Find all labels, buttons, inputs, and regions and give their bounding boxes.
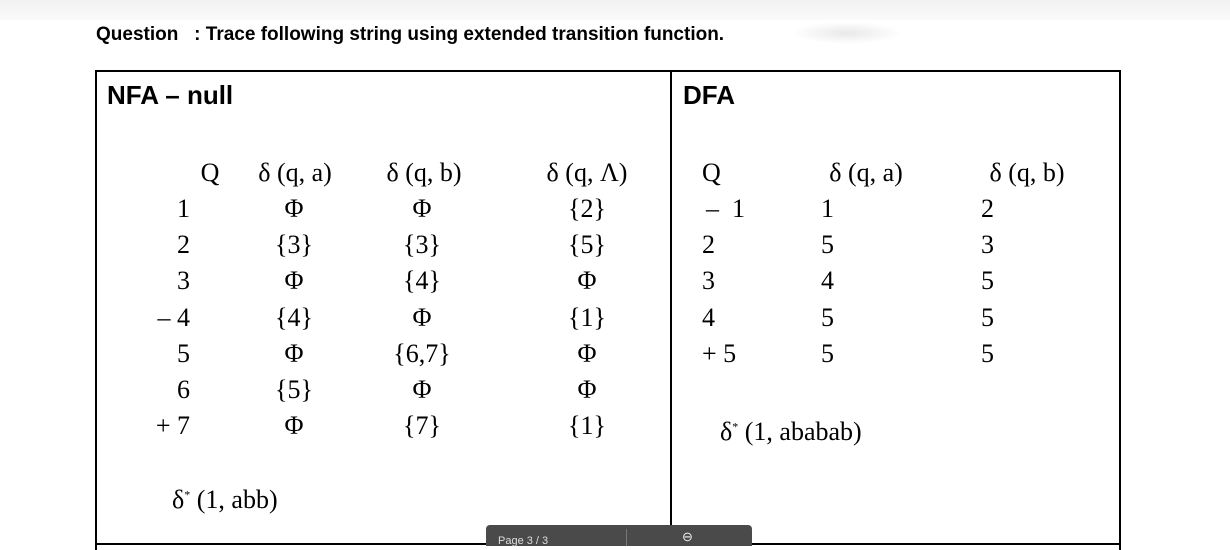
nfa-state: 5 xyxy=(177,339,190,368)
dfa-header-a: δ (q, a) xyxy=(829,158,903,187)
zoom-icon[interactable]: ⊖ xyxy=(682,529,693,544)
delta-symbol: δ xyxy=(172,485,185,514)
dfa-trace-expression xyxy=(720,417,862,447)
dfa-state: + 5 xyxy=(702,339,737,368)
dfa-cell: 5 xyxy=(821,339,834,368)
nfa-cell: Φ xyxy=(412,375,432,404)
dfa-cell: 3 xyxy=(981,230,994,259)
nfa-header-a: δ (q, a) xyxy=(258,158,332,187)
dfa-header-b: δ (q, b) xyxy=(989,158,1065,187)
dfa-state: – 1 xyxy=(706,194,745,223)
table-frame xyxy=(95,70,1121,550)
nfa-state: 3 xyxy=(177,266,190,295)
nfa-cell: Φ xyxy=(412,194,432,223)
nfa-state: + 7 xyxy=(155,411,190,440)
nfa-trace-expression xyxy=(172,485,278,515)
nfa-cell: Φ xyxy=(577,266,597,295)
nfa-header-lambda: δ (q, Λ) xyxy=(546,158,628,187)
nfa-cell: {5} xyxy=(568,230,606,259)
dfa-cell: 5 xyxy=(981,266,994,295)
nfa-state: 1 xyxy=(177,194,190,223)
nfa-cell: Φ xyxy=(284,411,304,440)
nfa-cell: {2} xyxy=(568,194,606,223)
dfa-state: 2 xyxy=(702,230,715,259)
nfa-state: – 4 xyxy=(157,303,190,332)
dfa-cell: 5 xyxy=(821,230,834,259)
nfa-header-b: δ (q, b) xyxy=(386,158,462,187)
nfa-cell: {6,7} xyxy=(393,339,451,368)
dfa-cell: 2 xyxy=(981,194,994,223)
scan-smudge xyxy=(792,22,902,44)
dfa-title: DFA xyxy=(683,80,735,110)
nfa-cell: {1} xyxy=(568,411,606,440)
nfa-cell: {4} xyxy=(403,266,441,295)
trace-arguments: (1, abb) xyxy=(190,485,278,514)
star-superscript: * xyxy=(184,487,191,502)
nfa-cell: {7} xyxy=(403,411,441,440)
star-superscript: * xyxy=(732,419,739,434)
dfa-state: 3 xyxy=(702,266,715,295)
viewer-top-bar xyxy=(0,0,1230,20)
question-text: Question : Trace following string using extended transition function. xyxy=(96,24,725,45)
delta-symbol: δ xyxy=(720,417,733,446)
nfa-cell: Φ xyxy=(577,375,597,404)
nfa-cell: Φ xyxy=(284,339,304,368)
trace-arguments: (1, ababab) xyxy=(738,417,862,446)
nfa-state: 6 xyxy=(177,375,190,404)
dfa-cell: 4 xyxy=(821,266,834,295)
nfa-cell: {1} xyxy=(568,303,606,332)
dfa-header-q: Q xyxy=(702,158,721,187)
nfa-cell: Φ xyxy=(284,266,304,295)
nfa-cell: Φ xyxy=(577,339,597,368)
nfa-cell: {4} xyxy=(275,303,313,332)
nfa-cell: Φ xyxy=(412,303,432,332)
page-indicator-label: Page 3 / 3 xyxy=(498,535,549,546)
nfa-cell: Φ xyxy=(284,194,304,223)
dfa-state: 4 xyxy=(702,303,715,332)
nfa-state: 2 xyxy=(177,230,190,259)
nfa-cell: {5} xyxy=(275,375,313,404)
dfa-cell: 5 xyxy=(981,339,994,368)
toolbar-separator xyxy=(626,529,627,546)
nfa-cell: {3} xyxy=(403,230,441,259)
nfa-header-q: Q xyxy=(200,158,220,187)
column-divider xyxy=(670,70,672,546)
dfa-cell: 1 xyxy=(821,194,834,223)
nfa-title: NFA – null xyxy=(107,80,234,110)
dfa-cell: 5 xyxy=(981,303,994,332)
page-indicator-toolbar[interactable] xyxy=(486,525,752,546)
nfa-cell: {3} xyxy=(275,230,313,259)
dfa-cell: 5 xyxy=(821,303,834,332)
